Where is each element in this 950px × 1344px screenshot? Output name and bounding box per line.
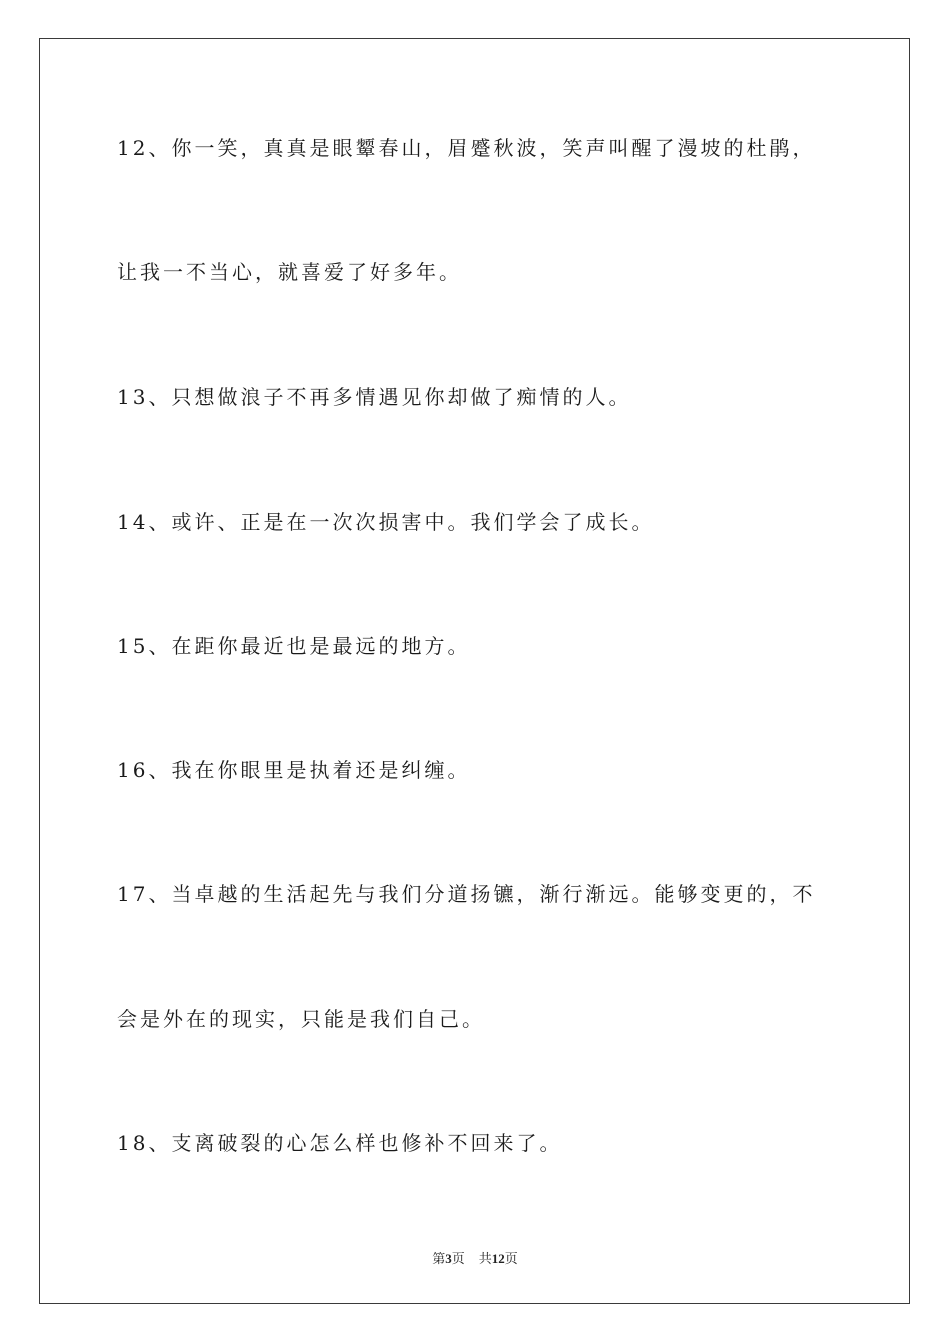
text-line-12b: 让我一不当心，就喜爱了好多年。: [117, 260, 462, 284]
text-line-12a: 12、你一笑，真真是眼颦春山，眉蹙秋波，笑声叫醒了漫坡的杜鹃，: [117, 136, 816, 160]
text-line-17b: 会是外在的现实，只能是我们自己。: [117, 1007, 485, 1031]
text-line-13: 13、只想做浪子不再多情遇见你却做了痴情的人。: [117, 385, 632, 409]
page-total: 12: [491, 1251, 505, 1266]
page-frame: [39, 38, 910, 1304]
page-current: 3: [445, 1251, 452, 1266]
text-line-15: 15、在距你最近也是最远的地方。: [117, 634, 471, 658]
text-line-18: 18、支离破裂的心怎么样也修补不回来了。: [117, 1131, 563, 1155]
page-suffix: 页: [451, 1251, 465, 1266]
total-suffix: 页: [504, 1251, 518, 1266]
text-line-16: 16、我在你眼里是执着还是纠缠。: [117, 758, 471, 782]
page-footer: [0, 1248, 950, 1267]
text-line-14: 14、或许、正是在一次次损害中。我们学会了成长。: [117, 510, 655, 534]
page-prefix: 第: [432, 1251, 446, 1266]
text-line-17a: 17、当卓越的生活起先与我们分道扬镳，渐行渐远。能够变更的，不: [117, 882, 816, 906]
total-prefix: 共: [478, 1251, 492, 1266]
